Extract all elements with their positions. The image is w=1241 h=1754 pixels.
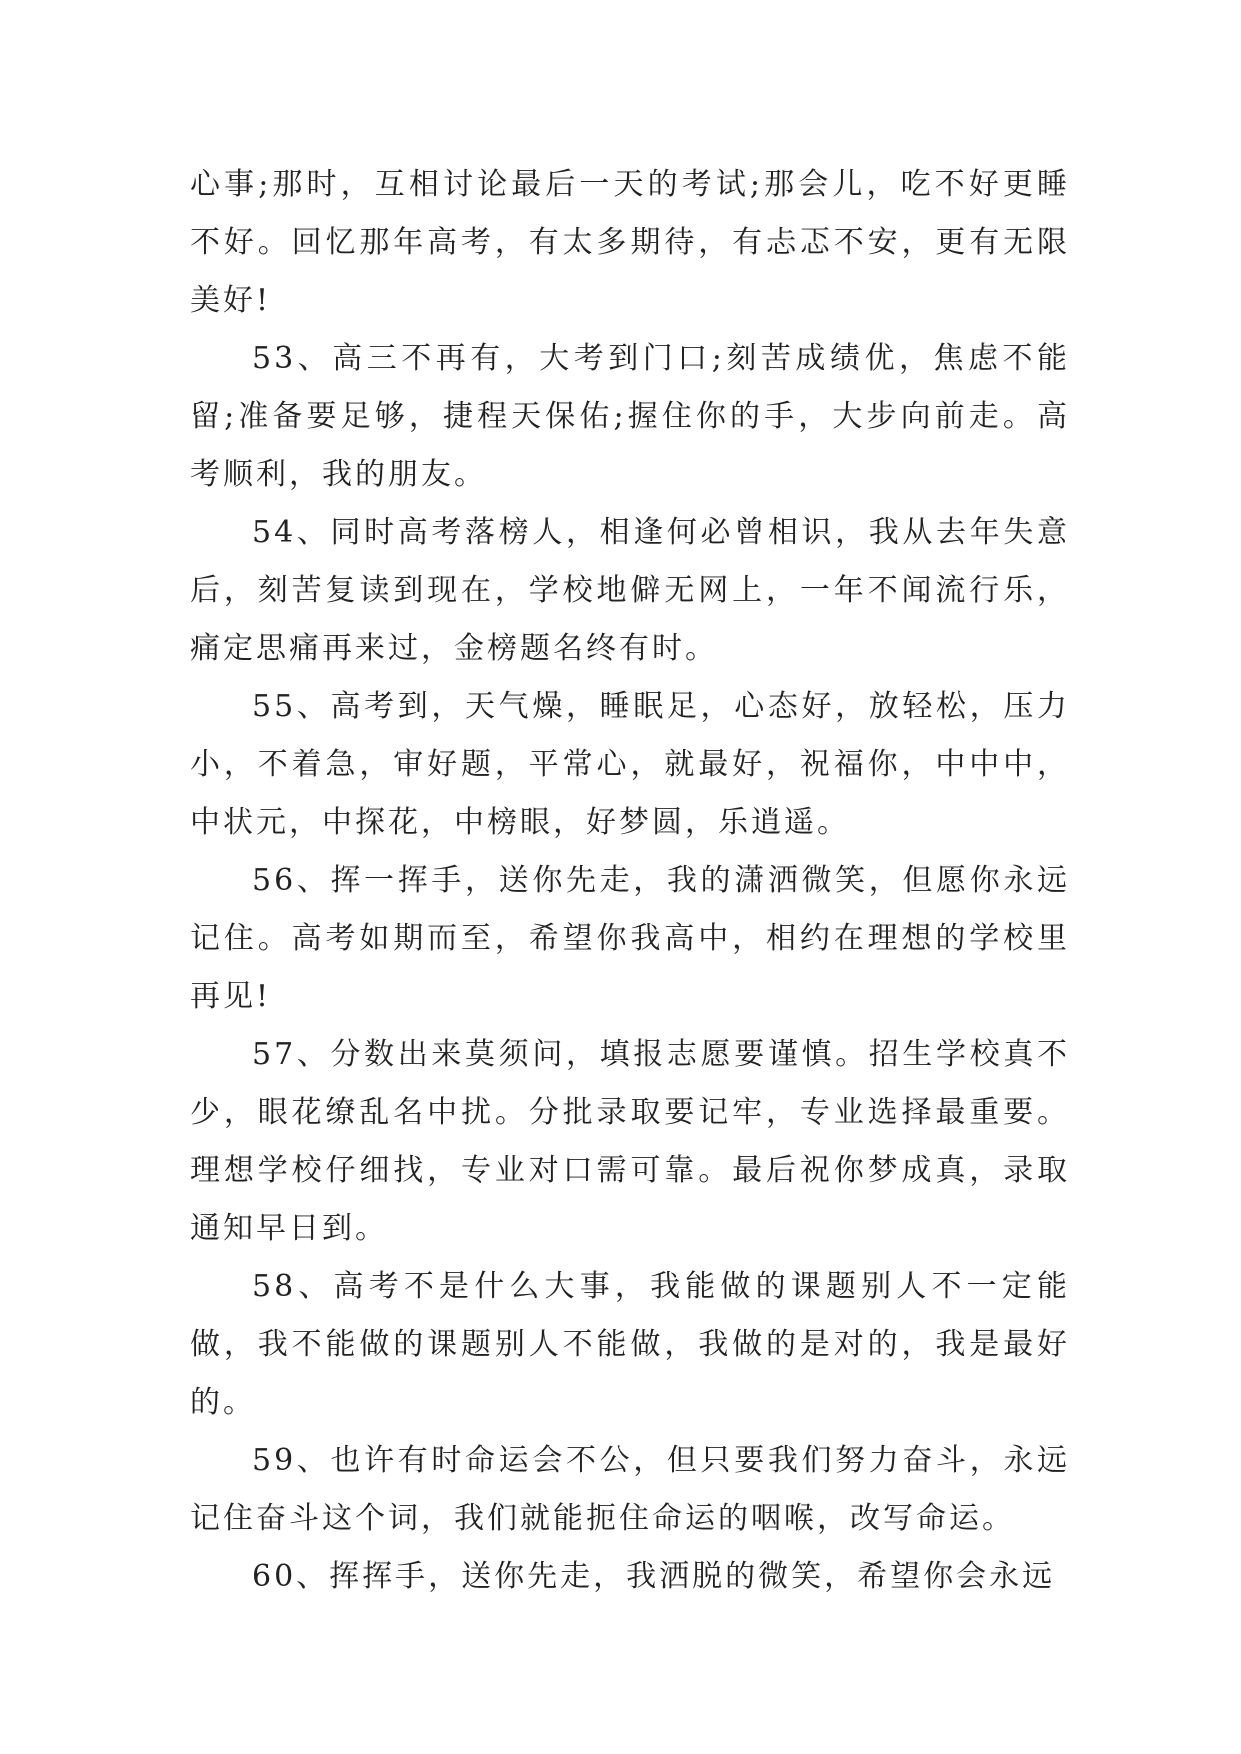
paragraph-53: 53、高三不再有，大考到门口;刻苦成绩优，焦虑不能留;准备要足够，捷程天保佑;握住你的手，大步向前走。高考顺利，我的朋友。: [190, 341, 1070, 492]
paragraph-60: 60、挥挥手，送你先走，我洒脱的微笑，希望你会永远: [252, 1559, 1056, 1594]
paragraph-54: 54、同时高考落榜人，相逢何必曾相识，我从去年失意后，刻苦复读到现在，学校地僻无网上，一年不闻流行乐，痛定思痛再来过，金榜题名终有时。: [190, 515, 1070, 666]
paragraph-continued: 心事;那时，互相讨论最后一天的考试;那会儿，吃不好更睡不好。回忆那年高考，有太多期待，有忐忑不安，更有无限美好!: [190, 167, 1070, 318]
paragraph-57: 57、分数出来莫须问，填报志愿要谨慎。招生学校真不少，眼花缭乱名中扰。分批录取要记牢，专业选择最重要。理想学校仔细找，专业对口需可靠。最后祝你梦成真，录取通知早日到。: [190, 1037, 1070, 1246]
paragraph-56: 56、挥一挥手，送你先走，我的潇洒微笑，但愿你永远记住。高考如期而至，希望你我高中，相约在理想的学校里再见!: [190, 863, 1070, 1014]
paragraph-59: 59、也许有时命运会不公，但只要我们努力奋斗，永远记住奋斗这个词，我们就能扼住命运的咽喉，改写命运。: [190, 1443, 1070, 1536]
paragraph-58: 58、高考不是什么大事，我能做的课题别人不一定能做，我不能做的课题别人不能做，我做的是对的，我是最好的。: [190, 1269, 1070, 1420]
paragraph-55: 55、高考到，天气燥，睡眠足，心态好，放轻松，压力小，不着急，审好题，平常心，就最好，祝福你，中中中，中状元，中探花，中榜眼，好梦圆，乐逍遥。: [190, 689, 1070, 840]
document-body: [190, 156, 1070, 1606]
